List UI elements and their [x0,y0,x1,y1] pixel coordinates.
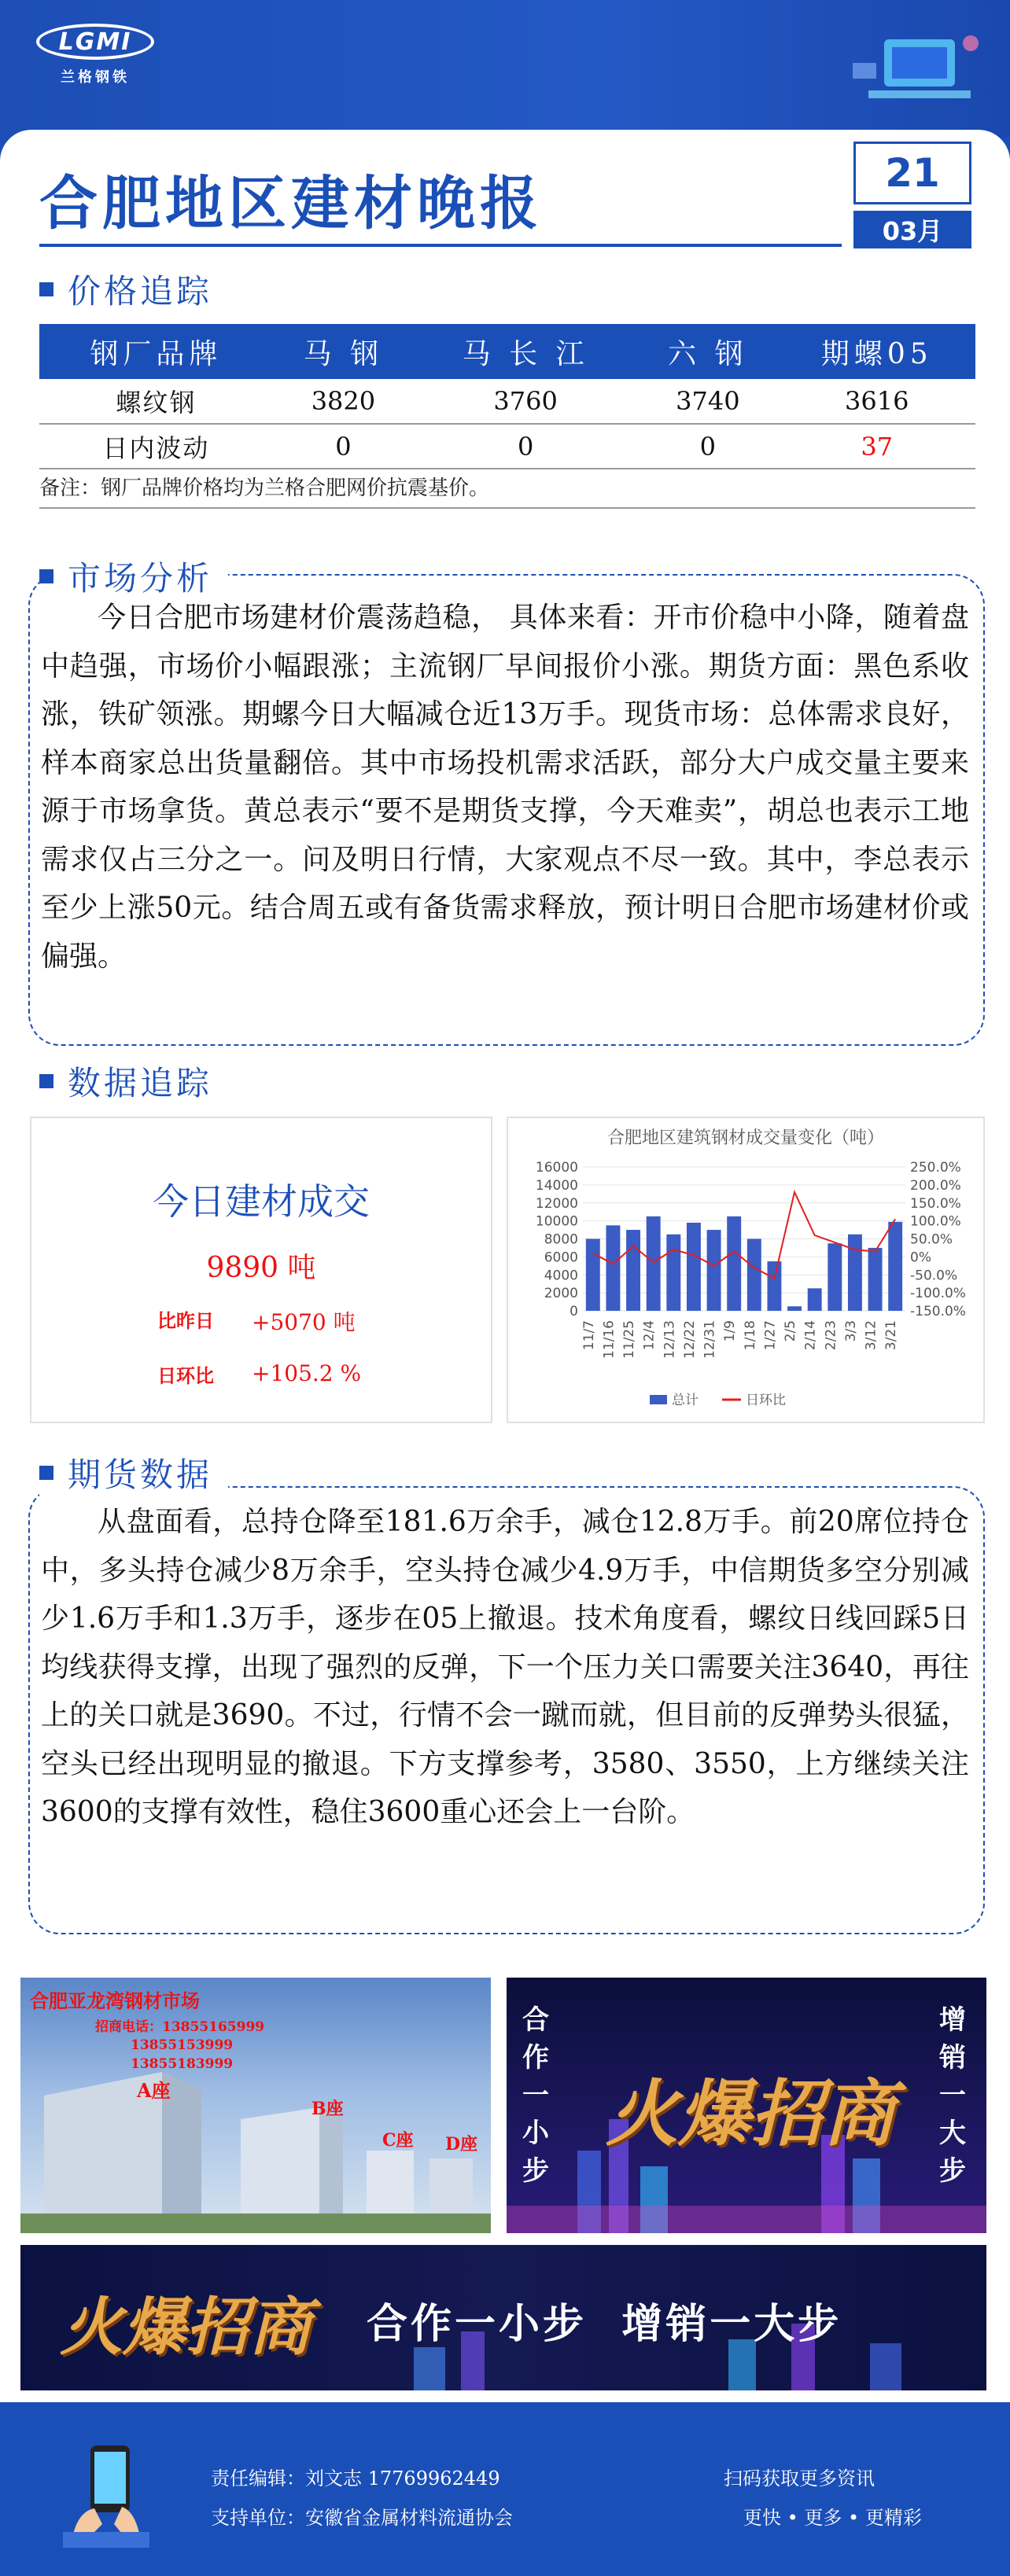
y-tick-label: 8000 [544,1231,578,1248]
x-tick-label: 12/22 [681,1320,698,1359]
ad-phone-label: 招商电话：13855165999 [95,2019,265,2035]
y2-tick-label: 50.0% [910,1231,953,1248]
legend-label-ratio: 日环比 [746,1393,786,1408]
heading-square-icon [39,1074,53,1088]
heading-square-icon [39,282,53,296]
column-header: 马 钢 [273,324,414,379]
summary-volume: 9890 吨 [206,1252,316,1284]
chart-bar [606,1225,620,1311]
prev-day-label: 比昨日 [157,1309,214,1332]
prev-day-value: +5070 吨 [252,1309,356,1335]
volume-chart-panel [507,1117,985,1423]
x-tick-label: 2/23 [823,1320,839,1351]
date-badge [853,142,971,248]
x-tick-label: 12/31 [702,1320,718,1359]
chart-bar [787,1306,802,1311]
y-tick-label: 2000 [544,1286,578,1302]
table-cell: 螺纹钢 [39,379,273,424]
y-tick-label: 6000 [544,1249,578,1266]
chart-bar [767,1261,781,1311]
column-header: 六 钢 [637,324,778,379]
date-day: 21 [853,142,971,204]
y2-tick-label: 0% [910,1249,931,1266]
chart-bar [808,1288,822,1311]
block-label: A座 [137,2079,171,2102]
x-tick-label: 2/5 [783,1320,799,1342]
date-month: 03月 [853,211,971,248]
ratio-row [157,1360,361,1388]
investment-ad-banner[interactable] [507,1978,986,2233]
table-cell: 0 [273,424,414,469]
chart-bar [687,1223,701,1311]
chart-bar [747,1239,761,1312]
title-underline [39,244,842,247]
volume-summary-panel [30,1117,492,1423]
y2-tick-label: 250.0% [910,1160,961,1176]
table-cell: 3760 [414,379,637,424]
table-cell: 37 [778,424,975,469]
price-table-header [39,324,975,379]
y-tick-label: 0 [570,1304,578,1319]
table-row [39,379,975,424]
logo [36,24,162,98]
x-tick-label: 11/16 [601,1320,617,1359]
market-ad-banner[interactable] [20,1978,491,2233]
column-header: 期螺05 [778,324,975,379]
chart-bar [647,1216,661,1311]
table-row [39,424,975,469]
x-tick-label: 12/4 [641,1320,658,1351]
ratio-label: 日环比 [157,1364,214,1387]
x-tick-label: 11/25 [621,1320,638,1359]
futures-text: 从盘面看，总持仓降至181.6万余手，减仓12.8万手。前20席位持仓中，多头持仓减少8万余手，空头持仓减少4.9万手，中信期货多空分别减少1.6万手和1.3万手，逐步在05上撤退。技术角度看，螺纹日线回踩5日均线获得支撑，出现了强烈的反弹，下一个压力关口需要关注3640，再往上的关口就是3690。不过，行情不会一蹴而就，但目前的反弹势头很猛，空头已经出现明显的撤退。下方支撑参考，3580、3550，上方继续关注3600的支撑有效性，稳住3600重心还会上一台阶。 [41,1506,969,1828]
x-tick-label: 3/21 [883,1320,900,1351]
y2-tick-label: -50.0% [910,1268,958,1284]
chart-bar [666,1235,680,1311]
table-cell: 3820 [273,379,414,424]
y2-tick-label: -100.0% [910,1286,966,1302]
note-divider [39,507,975,509]
y2-tick-label: 150.0% [910,1195,961,1212]
footer-editor: 责任编辑：刘文志 17769962449 [211,2467,500,2490]
ad-center-title: 火爆招商 [60,2291,311,2364]
x-tick-label: 1/18 [742,1320,758,1351]
legend-label-total: 总计 [672,1393,699,1408]
column-header: 钢厂品牌 [39,324,273,379]
market-analysis-text: 今日合肥市场建材价震荡趋稳， 具体来看：开市价稳中小降，随着盘中趋强，市场价小幅跟涨；主流钢厂早间报价小涨。期货方面：黑色系收涨，铁矿领涨。期螺今日大幅减仓近13万手。现货市场：总体需求良好，样本商家总出货量翻倍。其中市场投机需求活跃，部分大户成交量主要来源于市场拿货。黄总表示“要不是期货支撑，今天难卖”，胡总也表示工地需求仅占三分之一。问及明日行情，大家观点不尽一致。其中，李总表示至少上涨50元。结合周五或有备货需求释放，预计明日合肥市场建材价或偏强。 [41,602,969,973]
chart-bar [727,1216,741,1311]
ratio-value: +105.2 % [252,1360,362,1386]
price-section-heading: 价格追踪 [39,266,212,313]
footer-scan: 扫码获取更多资讯 [724,2467,875,2490]
table-cell: 3740 [637,379,778,424]
block-label: B座 [311,2099,344,2119]
volume-chart [508,1118,983,1422]
market-section-heading: 市场分析 [39,553,228,600]
ad-market-title: 合肥亚龙湾钢材市场 [30,1989,200,2012]
x-tick-label: 3/3 [842,1320,859,1342]
footer [0,2406,1010,2576]
ad-phone: 13855153999 [131,2037,234,2053]
chart-bar [888,1222,902,1311]
logo-subtitle: 兰格钢铁 [61,69,130,86]
x-tick-label: 12/13 [662,1320,678,1359]
x-tick-label: 3/12 [863,1320,879,1351]
legend-swatch-total [650,1395,667,1404]
futures-section-heading: 期货数据 [39,1449,228,1496]
footer-support: 支持单位：安徽省金属材料流通协会 [211,2507,513,2529]
ad-slogan: 合作一小步 增销一大步 [367,2301,842,2348]
column-header: 马 长 江 [414,324,637,379]
chart-bar [586,1239,600,1312]
x-tick-label: 2/14 [802,1320,819,1351]
page-title: 合肥地区建材晚报 [39,170,543,237]
ad-phone: 13855183999 [131,2056,234,2072]
table-cell: 0 [637,424,778,469]
chart-bar [828,1243,842,1311]
block-label: D座 [445,2134,478,2155]
table-cell: 3616 [778,379,975,424]
y-tick-label: 16000 [535,1160,578,1176]
chart-bar [868,1248,883,1311]
heading-square-icon [39,1466,53,1480]
slogan-ad-banner[interactable] [20,2245,986,2390]
ad-left-slogan: 合作一小步 [522,2004,549,2187]
price-note: 备注：钢厂品牌价格均为兰格合肥网价抗震基价。 [39,477,490,500]
heading-square-icon [39,569,53,583]
chart-bar [626,1230,640,1311]
footer-slogan: 更快 • 更多 • 更精彩 [743,2507,922,2529]
prev-day-row [157,1305,356,1337]
x-tick-label: 1/27 [762,1320,779,1351]
price-table [39,324,975,469]
logo-mark: LGMI [36,24,154,60]
y2-tick-label: -150.0% [910,1304,966,1319]
table-cell: 0 [414,424,637,469]
ad-right-slogan: 增销一大步 [939,2004,966,2187]
block-label: C座 [382,2130,414,2151]
chart-bar [707,1230,721,1311]
summary-title: 今日建材成交 [153,1180,370,1223]
y2-tick-label: 200.0% [910,1177,961,1194]
y-tick-label: 10000 [535,1213,578,1230]
phone-hand-icon [55,2438,157,2548]
y-tick-label: 14000 [535,1177,578,1194]
y2-tick-label: 100.0% [910,1213,961,1230]
ad-center-title: 火爆招商 [605,2072,895,2156]
y-tick-label: 4000 [544,1268,578,1284]
data-section-heading: 数据追踪 [39,1058,212,1105]
chart-title: 合肥地区建筑钢材成交量变化（吨） [606,1128,885,1148]
x-tick-label: 1/9 [722,1320,739,1342]
x-tick-label: 11/7 [581,1320,597,1351]
chart-bar [848,1235,862,1311]
y-tick-label: 12000 [535,1195,578,1212]
table-cell: 日内波动 [39,424,273,469]
tech-decoration-icon [837,16,994,126]
